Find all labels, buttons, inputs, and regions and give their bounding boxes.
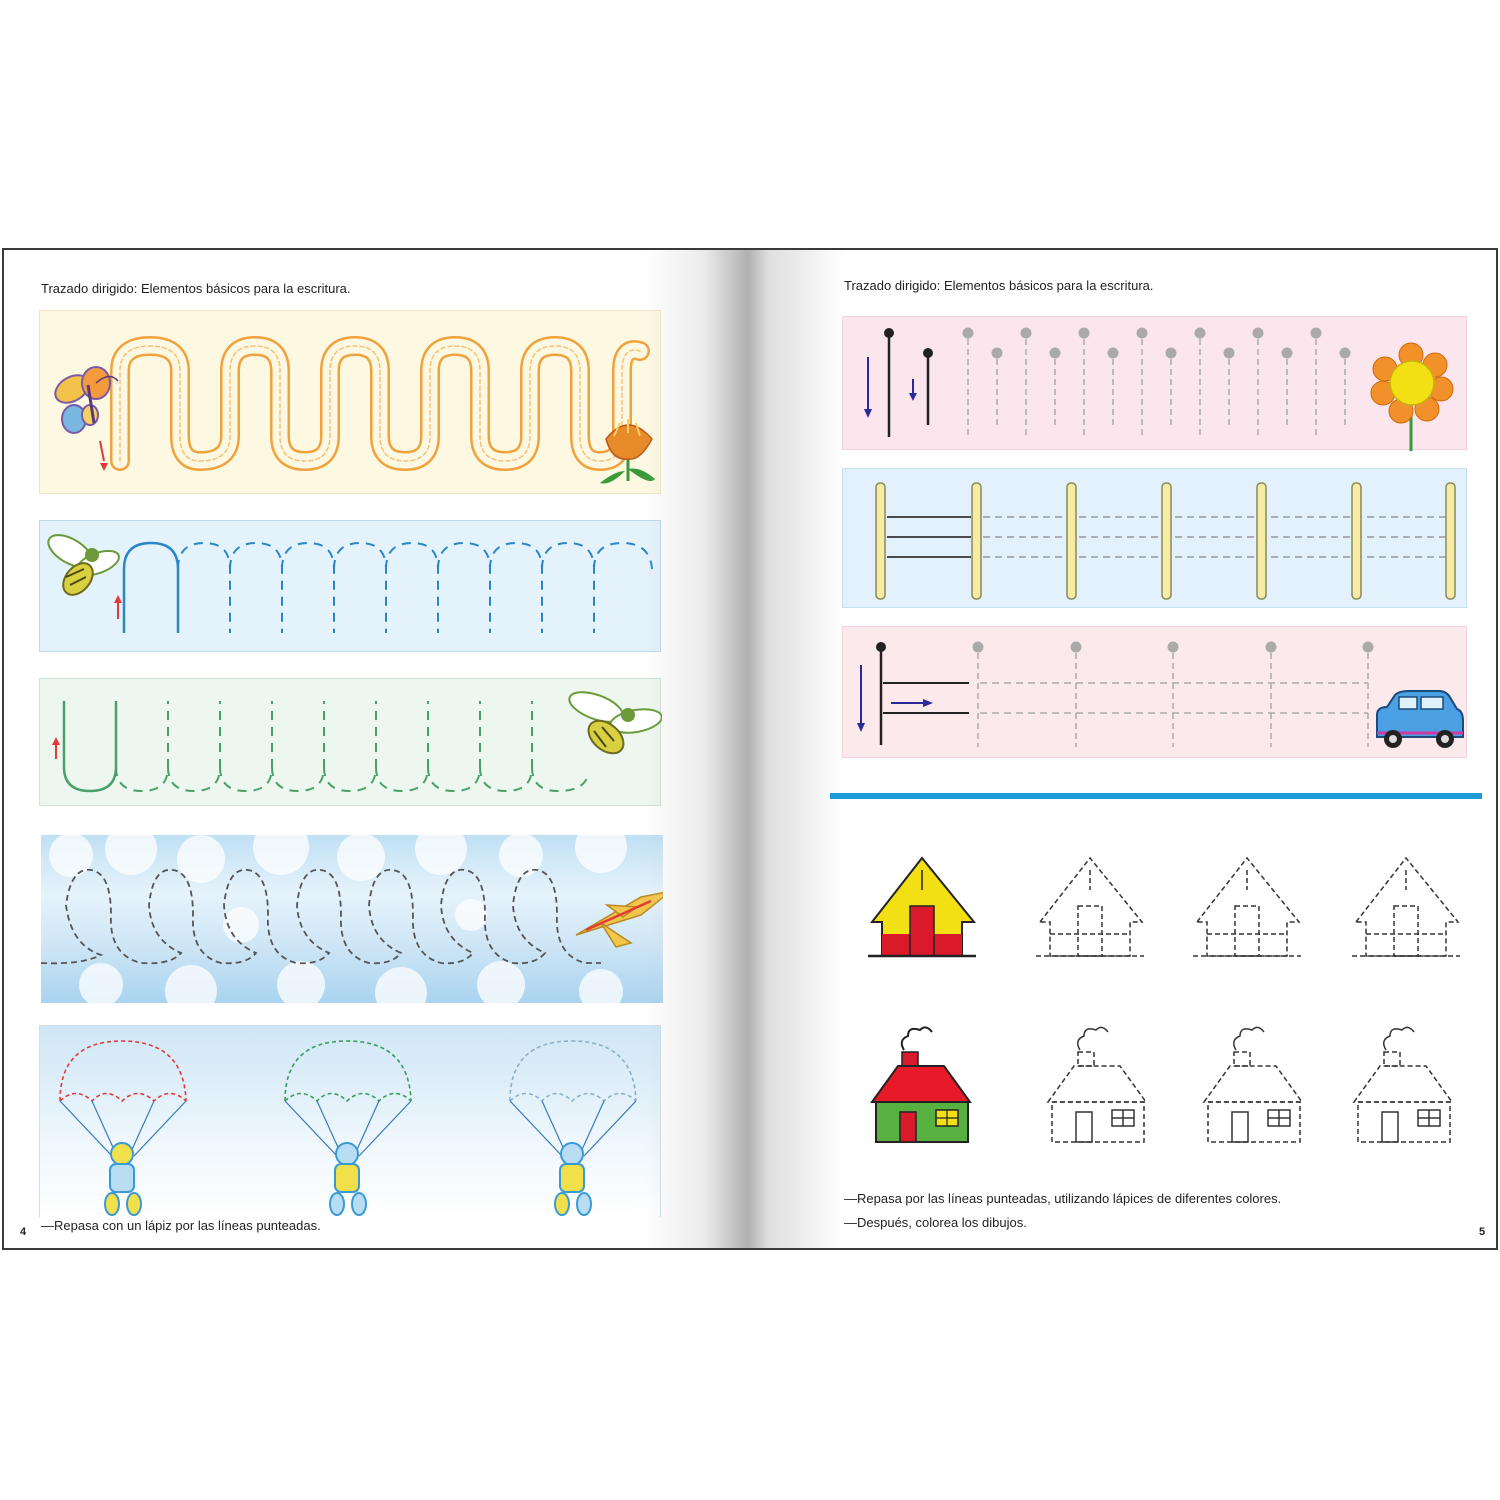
parachutist-icon	[510, 1041, 636, 1215]
houses-area	[854, 840, 1474, 1160]
right-page-instruction-2: —Después, colorea los dibujos.	[844, 1215, 1027, 1230]
house-icon	[1352, 858, 1460, 956]
bee-icon	[43, 529, 122, 601]
u-tracing-panel	[39, 678, 661, 806]
sunflower-icon	[1371, 343, 1453, 451]
wave-tracing-panel	[39, 310, 661, 494]
arch-tracing-panel	[39, 520, 661, 652]
parachutist-icon	[60, 1041, 186, 1215]
open-book	[2, 248, 1498, 1250]
right-page-number: 5	[1479, 1226, 1486, 1238]
left-page-number: 4	[20, 1226, 27, 1238]
house-icon	[1354, 1027, 1452, 1142]
vertical-lines-panel	[842, 316, 1467, 450]
car-icon	[1377, 691, 1463, 748]
parachutist-icon	[285, 1041, 411, 1215]
house-icon	[868, 858, 976, 956]
left-page-instruction: —Repasa con un lápiz por las líneas punteadas.	[41, 1218, 321, 1233]
house-icon	[1036, 858, 1144, 956]
house-icon	[1048, 1027, 1146, 1142]
section-divider	[830, 793, 1482, 799]
butterfly-icon	[50, 367, 118, 433]
left-page-title: Trazado dirigido: Elementos básicos para la escritura.	[41, 281, 351, 296]
right-page-instruction-1: —Repasa por las líneas punteadas, utilizando lápices de diferentes colores.	[844, 1191, 1282, 1206]
house-icon	[1193, 858, 1301, 956]
house-icon	[872, 1027, 970, 1142]
corner-lines-panel	[842, 626, 1467, 758]
house-icon	[1204, 1027, 1302, 1142]
loop-tracing-panel	[41, 835, 663, 1003]
parachute-tracing-panel	[39, 1025, 661, 1217]
book-spine	[644, 250, 844, 1248]
right-page-title: Trazado dirigido: Elementos básicos para la escritura.	[844, 278, 1154, 293]
fence-tracing-panel	[842, 468, 1467, 608]
